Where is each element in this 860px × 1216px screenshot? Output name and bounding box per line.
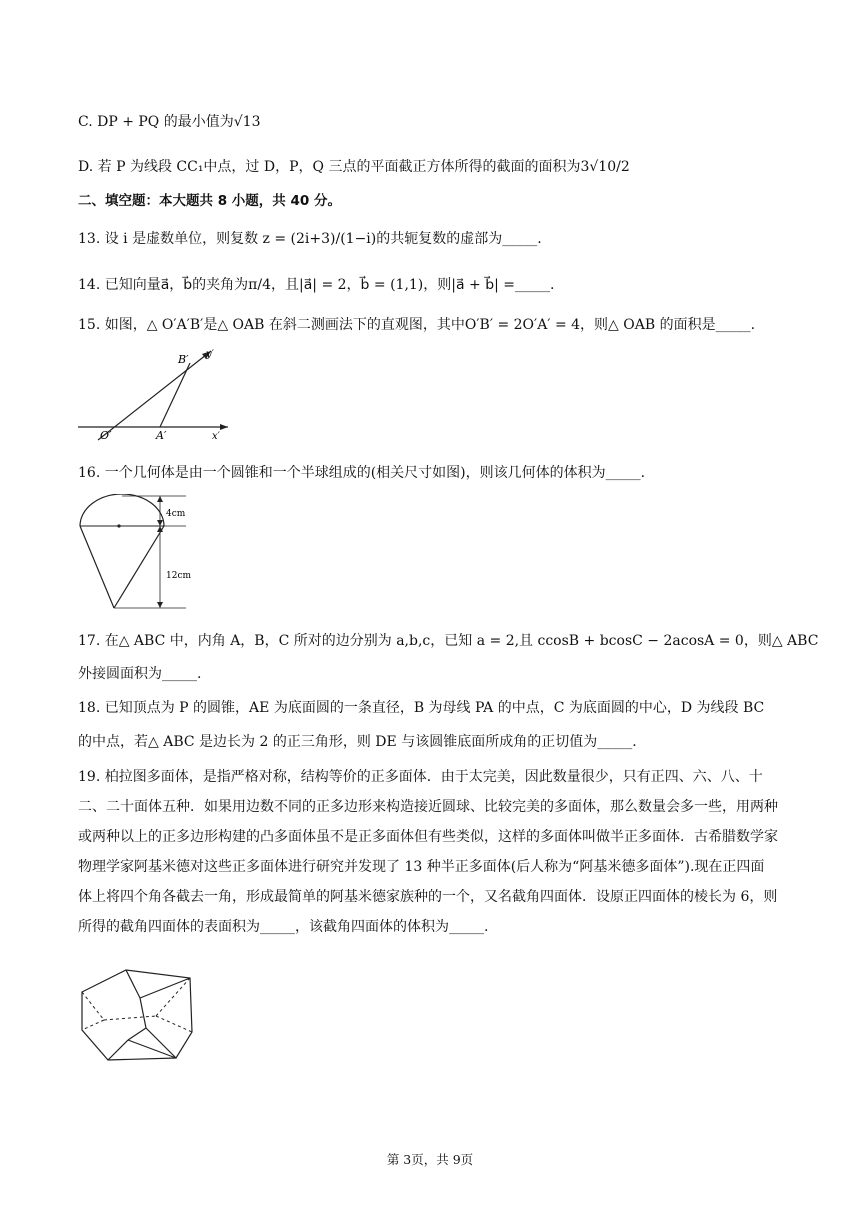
- question-19: 19. 柏拉图多面体，是指严格对称，结构等价的正多面体．由于太完美，因此数量很少，只有正四、六、八、十二、二十面体五种．如果用边数不同的正多边形来构造接近圆球、比较完美的多面体，那么数量会多一些，用两种或两种以上的正多边形构建的凸多面体虽不是正多面体但有些类似，这样的多面体叫做半正多面体．古希腊数学家物理学家阿基米德对这些正多面体进行研究并发现了 13 种半正多面体(后人称为“阿基米德多面体”).现在正四面体上将四个角各截去一角，形成最简单的阿基米德家族种的一个，又名截角四面体．设原正四面体的棱长为 6，则所得的截角四面体的表面积为_____，该截角四面体的体积为_____.: [78, 769, 778, 935]
- figure-16-cone-hemisphere: [74, 494, 224, 616]
- dimension-4cm: 4cm: [166, 509, 186, 519]
- page-footer: 第 3页，共 9页: [386, 1152, 474, 1167]
- question-13: 13. 设 i 是虚数单位，则复数 z = (2i+3)/(1−i)的共轭复数的虚部为_____.: [78, 231, 542, 247]
- label-b-prime: B′: [178, 353, 189, 366]
- question-17-line2: 外接圆面积为_____.: [78, 666, 202, 682]
- label-a-prime: A′: [156, 429, 167, 442]
- question-18-line1: 18. 已知顶点为 P 的圆锥，AE 为底面圆的一条直径，B 为母线 PA 的中点，C 为底面圆的中心，D 为线段 BC: [78, 700, 765, 716]
- figure-19-truncated-tetrahedron: [76, 968, 200, 1068]
- question-16: 16. 一个几何体是由一个圆锥和一个半球组成的(相关尺寸如图)，则该几何体的体积为_____.: [78, 465, 646, 481]
- question-15: 15. 如图，△ O′A′B′是△ OAB 在斜二测画法下的直观图，其中O′B′ = 2O′A′ = 4，则△ OAB 的面积是_____.: [78, 317, 756, 333]
- section-heading: 二、填空题：本大题共 8 小题，共 40 分。: [78, 193, 341, 209]
- question-14: 14. 已知向量a⃗，b⃗的夹角为π/4，且|a⃗| = 2，b⃗ = (1,1)，则|a⃗ + b⃗| =_____.: [78, 277, 555, 293]
- label-y-prime: y′: [206, 349, 214, 360]
- option-d: D. 若 P 为线段 CC₁中点，过 D，P，Q 三点的平面截正方体所得的截面的面积为3√10/2: [78, 159, 630, 175]
- label-o-prime: O′: [100, 429, 112, 442]
- question-18-line2: 的中点，若△ ABC 是边长为 2 的正三角形，则 DE 与该圆锥底面所成角的正切值为_____.: [78, 734, 637, 750]
- figure-15-oblique-diagram: [78, 345, 238, 445]
- dimension-12cm: 12cm: [166, 571, 192, 581]
- option-c: C. DP + PQ 的最小值为√13: [78, 114, 261, 130]
- label-x-prime: x′: [212, 431, 220, 442]
- question-17-line1: 17. 在△ ABC 中，内角 A，B，C 所对的边分别为 a,b,c，已知 a = 2,且 ccosB + bcosC − 2acosA = 0，则△ ABC: [78, 633, 819, 649]
